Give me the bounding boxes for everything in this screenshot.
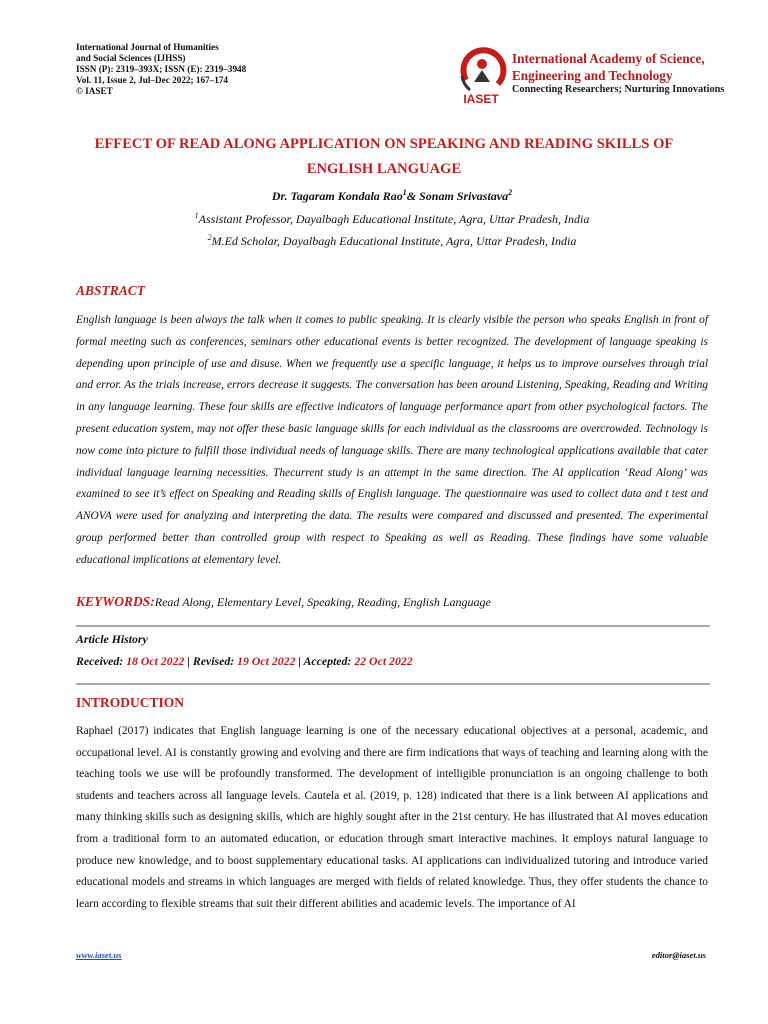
keywords — [76, 594, 491, 610]
revised-date: 19 Oct 2022 — [237, 654, 296, 668]
divider — [76, 625, 710, 627]
journal-line: © IASET — [76, 86, 113, 96]
logo-mark-text: IASET — [463, 92, 499, 106]
abstract-text: English language is been always the talk when it comes to public speaking. It is clearly visible the person who speaks English in front of formal meeting such as conferences, seminars other educational events is better recognized. The development of language speaking is depending upon principle of use and disuse. When we frequently use a specific language, it helps us to improve ourselves through trial and error. As the trials increase, errors decrease it suggests. The conversation has been around Listening, Speaking, Reading and Writing in any language learning. These four skills are effective indicators of language performance apart from other psychological factors. The present education system, may not offer these basic language skills for each individual as the classrooms are overcrowded. Technology is now come into picture to fulfill those individual needs of language skills. There are many technological applications available that cater individual language learning necessities. Thecurrent study is an attempt in the same direction. The AI application ‘Read Along’ was examined to see it’s effect on Speaking and Reading skills of English language. The questionnaire was used to collect data and t test and ANOVA were used for analyzing and interpreting the data. The results were compared and discussed and presented. The experimental group performed better than controlled group with respect to Speaking as well as Reading. These findings have some valuable educational implications at elementary level. — [76, 314, 708, 566]
footer-email: editor@iaset.us — [651, 950, 706, 960]
introduction-text: Raphael (2017) indicates that English language learning is one of the necessary educational objectives at a personal, academic, and occupational level. AI is constantly growing and evolving and there are firm indications that ways of teaching and learning along with the teaching tools we use will be profoundly transformed. The development of intelligible pronunciation is an ongoing challenge to both students and teachers across all language levels. Cautela et al. (2019, p. 128) indicated that there is a link between AI applications and many thinking skills such as designing skills, which are highly sought after in the 21st century. He has illustrated that AI moves education from a traditional form to an automated education, or education through smart interactive machines. It employs natural language to produce new knowledge, and to boost supplementary educational tasks. AI applications can individualized tutoring and introduce varied educational models and streams in which languages are merged with fields of related knowledge. Thus, they offer students the chance to learn according to flexible streams that suit their different abilities and academic levels. The importance of AI — [76, 725, 708, 910]
author-sup: 1 — [402, 188, 407, 197]
logo-tagline: Connecting Researchers; Nurturing Innovations — [512, 84, 725, 95]
article-history-dates — [76, 654, 413, 669]
introduction-heading: INTRODUCTION — [76, 695, 185, 710]
authors — [76, 188, 708, 204]
iaset-logo-icon — [452, 46, 510, 106]
author-name: & Sonam Srivastava — [406, 189, 509, 203]
journal-line: ISSN (P): 2319–393X; ISSN (E): 2319–3948 — [76, 64, 247, 74]
iaset-logo — [452, 46, 725, 106]
title-line: ENGLISH LANGUAGE — [306, 161, 462, 177]
affiliation-text: M.Ed Scholar, Dayalbagh Educational Institute, Agra, Uttar Pradesh, India — [211, 234, 577, 248]
affiliation-sup: 2 — [207, 233, 212, 242]
journal-line: and Social Sciences (IJHSS) — [76, 53, 186, 63]
journal-line: International Journal of Humanities — [76, 42, 219, 52]
author-name: Dr. Tagaram Kondala Rao — [271, 189, 403, 203]
affiliation-sup: 1 — [194, 211, 199, 220]
affiliation — [76, 211, 708, 227]
logo-title-line: International Academy of Science, — [512, 51, 705, 66]
divider — [76, 683, 710, 685]
article-title — [60, 132, 708, 182]
author-sup: 2 — [508, 188, 513, 197]
accepted-date: 22 Oct 2022 — [354, 654, 413, 668]
received-date: 18 Oct 2022 — [126, 654, 185, 668]
abstract-heading: ABSTRACT — [76, 283, 146, 298]
logo-title-line: Engineering and Technology — [512, 68, 673, 83]
affiliation-text: Assistant Professor, Dayalbagh Educational Institute, Agra, Uttar Pradesh, India — [198, 212, 590, 226]
journal-meta — [76, 42, 246, 97]
revised-label: | Revised: — [184, 654, 238, 668]
keywords-label: KEYWORDS: — [76, 594, 155, 609]
received-label: Received: — [76, 654, 127, 668]
title-line: EFFECT OF READ ALONG APPLICATION ON SPEAKING AND READING SKILLS OF — [94, 136, 674, 152]
website-link[interactable]: www.iaset.us — [76, 950, 122, 960]
article-history-heading: Article History — [76, 632, 148, 646]
logo-title — [512, 50, 705, 84]
accepted-label: | Accepted: — [295, 654, 355, 668]
keywords-text: Read Along, Elementary Level, Speaking, Reading, English Language — [154, 595, 491, 609]
affiliation — [76, 233, 708, 249]
journal-line: Vol. 11, Issue 2, Jul–Dec 2022; 167–174 — [76, 75, 229, 85]
